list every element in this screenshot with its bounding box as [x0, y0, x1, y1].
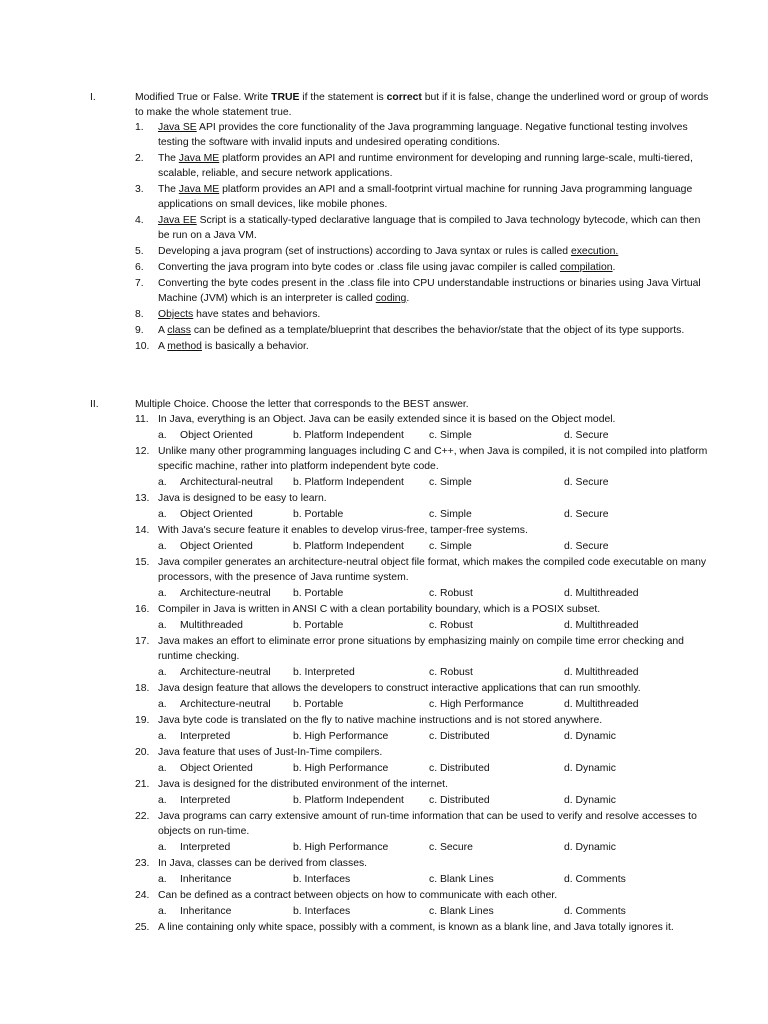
mc-question: [135, 602, 710, 617]
option-letter: a.: [158, 588, 167, 599]
option-letter: a.: [158, 430, 167, 441]
question-text: In Java, classes can be derived from classes.: [158, 858, 368, 869]
answer-option[interactable]: [429, 872, 494, 887]
option-letter: a.: [158, 731, 167, 742]
item-number: 8.: [135, 309, 144, 320]
intro-text: but if it is false, change the underlined word or group of words to make the whole statement true.: [135, 92, 709, 118]
item-text: A: [158, 325, 168, 336]
item-number: 7.: [135, 278, 144, 289]
answer-option[interactable]: [429, 793, 490, 808]
section-2-numeral: II.: [90, 399, 99, 410]
option-text: Interpreted: [180, 842, 231, 853]
item-number: 1.: [135, 122, 144, 133]
answer-option[interactable]: [564, 729, 616, 744]
question-number: 22.: [135, 811, 150, 822]
answer-options: [135, 618, 710, 633]
section-2-instructions: Multiple Choice. Choose the letter that corresponds to the BEST answer.: [135, 399, 469, 410]
option-text: Interpreted: [180, 731, 231, 742]
answer-option[interactable]: [158, 729, 230, 744]
question-text: Java makes an effort to eliminate error prone situations by emphasizing mainly on compile time error checking and runtime checking.: [158, 636, 684, 662]
mc-question: [135, 809, 710, 839]
option-text: b. Portable: [293, 509, 344, 520]
option-text: b. Interfaces: [293, 906, 351, 917]
answer-options: [135, 697, 710, 712]
mc-question: [135, 523, 710, 538]
option-text: d. Secure: [564, 541, 609, 552]
option-text: b. Platform Independent: [293, 430, 404, 441]
answer-options: [135, 840, 710, 855]
option-text: c. Simple: [429, 430, 472, 441]
answer-options: [135, 507, 710, 522]
question-text: Java design feature that allows the developers to construct interactive applications that can run smoothly.: [158, 683, 641, 694]
item-text: The: [158, 184, 179, 195]
answer-option[interactable]: [429, 475, 472, 490]
option-letter: a.: [158, 906, 167, 917]
answer-option[interactable]: [293, 539, 404, 554]
answer-option[interactable]: [564, 840, 616, 855]
question-number: 25.: [135, 922, 150, 933]
option-text: d. Multithreaded: [564, 588, 639, 599]
answer-option[interactable]: [293, 872, 350, 887]
option-letter: a.: [158, 842, 167, 853]
answer-option[interactable]: [293, 475, 404, 490]
question-number: 24.: [135, 890, 150, 901]
question-number: 13.: [135, 493, 150, 504]
answer-option[interactable]: [564, 697, 639, 712]
answer-options: [135, 872, 710, 887]
intro-bold-true: TRUE: [271, 92, 300, 103]
item-number: 4.: [135, 215, 144, 226]
answer-option[interactable]: [429, 618, 473, 633]
option-letter: a.: [158, 874, 167, 885]
answer-option[interactable]: [293, 586, 343, 601]
option-text: d. Secure: [564, 477, 609, 488]
intro-text: Modified True or False. Write: [135, 92, 272, 103]
option-text: Architecture-neutral: [180, 667, 271, 678]
option-text: b. Portable: [293, 620, 344, 631]
option-text: c. Blank Lines: [429, 874, 494, 885]
answer-options: [135, 761, 710, 776]
answer-option[interactable]: [429, 539, 472, 554]
option-text: b. High Performance: [293, 842, 389, 853]
question-text: In Java, everything is an Object. Java can be easily extended since it is based on the Object model.: [158, 414, 616, 425]
mc-question: [135, 888, 710, 903]
option-text: b. Portable: [293, 699, 344, 710]
option-text: Interpreted: [180, 795, 231, 806]
question-number: 11.: [135, 414, 149, 425]
option-text: c. High Performance: [429, 699, 524, 710]
item-number: 2.: [135, 153, 144, 164]
underlined-term: Java SE: [158, 122, 197, 133]
option-text: Inheritance: [180, 874, 232, 885]
answer-option[interactable]: [564, 507, 608, 522]
option-text: b. High Performance: [293, 731, 389, 742]
underlined-term: class: [167, 325, 191, 336]
answer-option[interactable]: [564, 872, 626, 887]
mc-question: [135, 777, 710, 792]
answer-option[interactable]: [564, 475, 608, 490]
question-text: Java programs can carry extensive amount of run-time information that can be used to verify and resolve accesses to objects on run-time.: [158, 811, 697, 837]
item-text: Converting the byte codes present in the .class file into CPU understandable instructions or binaries using Java Virtual Machine (JVM) which is an interpreter is called: [158, 278, 701, 304]
question-text: Java feature that uses of Just-In-Time compilers.: [158, 747, 383, 758]
answer-option[interactable]: [158, 428, 253, 443]
option-text: Inheritance: [180, 906, 232, 917]
answer-option[interactable]: [429, 665, 473, 680]
answer-option[interactable]: [564, 904, 626, 919]
question-text: Java is designed for the distributed environment of the internet.: [158, 779, 448, 790]
mc-question: [135, 856, 710, 871]
question-text: Can be defined as a contract between objects on how to communicate with each other.: [158, 890, 558, 901]
option-text: c. Simple: [429, 477, 472, 488]
item-text: A: [158, 341, 168, 352]
answer-option[interactable]: [293, 665, 355, 680]
answer-option[interactable]: [564, 618, 639, 633]
option-text: d. Multithreaded: [564, 620, 639, 631]
option-text: d. Secure: [564, 430, 609, 441]
answer-option[interactable]: [158, 618, 243, 633]
answer-option[interactable]: [293, 618, 343, 633]
option-text: d. Dynamic: [564, 795, 616, 806]
answer-option[interactable]: [564, 539, 608, 554]
question-number: 16.: [135, 604, 150, 615]
answer-option[interactable]: [429, 697, 524, 712]
section-1: [90, 90, 710, 355]
item-text: The: [158, 153, 179, 164]
answer-option[interactable]: [564, 793, 616, 808]
answer-option[interactable]: [158, 475, 273, 490]
underlined-term: execution.: [570, 246, 619, 257]
item-number: 6.: [135, 262, 144, 273]
item-number: 3.: [135, 184, 144, 195]
tf-item: [135, 323, 710, 338]
item-text: API provides the core functionality of the Java programming language. Negative functional testing involves testing the software with invalid inputs and undesired operating conditions.: [158, 122, 688, 148]
option-text: c. Robust: [429, 667, 473, 678]
mc-question: [135, 920, 710, 935]
mc-question: [135, 713, 710, 728]
item-text: Converting the java program into byte codes or .class file using javac compiler is called: [158, 262, 560, 273]
option-letter: a.: [158, 667, 167, 678]
true-false-list: [135, 120, 710, 354]
option-text: b. Platform Independent: [293, 477, 404, 488]
option-text: c. Blank Lines: [429, 906, 494, 917]
tf-item: [135, 213, 710, 243]
option-text: Object Oriented: [180, 763, 253, 774]
mc-question: [135, 444, 710, 474]
mc-question: [135, 412, 710, 427]
item-number: 10.: [135, 341, 150, 352]
answer-option[interactable]: [158, 872, 231, 887]
option-text: b. Portable: [293, 588, 344, 599]
mc-question: [135, 681, 710, 696]
answer-option[interactable]: [564, 665, 639, 680]
question-text: Java byte code is translated on the fly to native machine instructions and is not stored anywhere.: [158, 715, 603, 726]
option-text: b. Platform Independent: [293, 795, 404, 806]
answer-option[interactable]: [293, 840, 388, 855]
option-text: Architecture-neutral: [180, 588, 271, 599]
item-number: 9.: [135, 325, 144, 336]
option-text: b. High Performance: [293, 763, 389, 774]
underlined-term: coding: [375, 293, 407, 304]
underlined-term: Java ME: [178, 184, 220, 195]
tf-item: [135, 260, 710, 275]
underlined-term: method: [167, 341, 202, 352]
option-letter: a.: [158, 763, 167, 774]
option-letter: a.: [158, 509, 167, 520]
question-number: 14.: [135, 525, 150, 536]
option-text: b. Platform Independent: [293, 541, 404, 552]
answer-option[interactable]: [158, 904, 231, 919]
option-text: d. Comments: [564, 874, 626, 885]
section-2: [90, 397, 710, 936]
underlined-term: Objects: [158, 309, 194, 320]
option-text: b. Interpreted: [293, 667, 355, 678]
option-text: d. Multithreaded: [564, 699, 639, 710]
answer-option[interactable]: [293, 507, 343, 522]
option-text: Architectural-neutral: [180, 477, 273, 488]
option-letter: a.: [158, 620, 167, 631]
answer-option[interactable]: [293, 761, 388, 776]
tf-item: [135, 307, 710, 322]
answer-option[interactable]: [564, 761, 616, 776]
answer-option[interactable]: [429, 904, 494, 919]
question-text: With Java's secure feature it enables to develop virus-free, tamper-free systems.: [158, 525, 528, 536]
item-text: Developing a java program (set of instructions) according to Java syntax or rules is called: [158, 246, 571, 257]
question-number: 23.: [135, 858, 150, 869]
answer-options: [135, 793, 710, 808]
answer-option[interactable]: [293, 729, 388, 744]
answer-options: [135, 475, 710, 490]
answer-option[interactable]: [158, 665, 271, 680]
tf-item: [135, 182, 710, 212]
mc-question: [135, 634, 710, 664]
question-number: 17.: [135, 636, 150, 647]
section-1-numeral: I.: [90, 92, 96, 103]
answer-option[interactable]: [429, 840, 473, 855]
answer-option[interactable]: [158, 793, 230, 808]
underlined-term: Java ME: [178, 153, 220, 164]
question-number: 18.: [135, 683, 150, 694]
option-text: c. Secure: [429, 842, 473, 853]
tf-item: [135, 276, 710, 306]
question-text: Java compiler generates an architecture-neutral object file format, which makes the compiled code executable on many processors, with the presence of Java runtime system.: [158, 557, 707, 583]
option-text: d. Dynamic: [564, 842, 616, 853]
option-text: Multithreaded: [180, 620, 243, 631]
answer-options: [135, 904, 710, 919]
question-text: Compiler in Java is written in ANSI C with a clean portability boundary, which is a POSIX subset.: [158, 604, 601, 615]
answer-options: [135, 539, 710, 554]
tf-item: [135, 339, 710, 354]
answer-options: [135, 586, 710, 601]
answer-options: [135, 428, 710, 443]
answer-option[interactable]: [293, 904, 350, 919]
answer-option[interactable]: [429, 586, 473, 601]
answer-option[interactable]: [429, 428, 472, 443]
question-number: 15.: [135, 557, 150, 568]
answer-option[interactable]: [158, 586, 271, 601]
answer-options: [135, 665, 710, 680]
section-1-instructions: [135, 90, 710, 120]
intro-bold-correct: correct: [386, 92, 422, 103]
option-text: d. Dynamic: [564, 763, 616, 774]
option-text: c. Simple: [429, 509, 472, 520]
answer-option[interactable]: [429, 729, 490, 744]
option-text: Object Oriented: [180, 509, 253, 520]
question-text: A line containing only white space, possibly with a comment, is known as a blank line, and Java totally ignores it.: [158, 922, 674, 933]
tf-item: [135, 244, 710, 259]
option-text: Architecture-neutral: [180, 699, 271, 710]
option-text: Object Oriented: [180, 541, 253, 552]
option-letter: a.: [158, 477, 167, 488]
item-text: .: [612, 262, 616, 273]
option-text: d. Comments: [564, 906, 626, 917]
underlined-term: compilation: [559, 262, 613, 273]
answer-option[interactable]: [564, 428, 608, 443]
option-text: c. Simple: [429, 541, 472, 552]
item-text: platform provides an API and a small-footprint virtual machine for running Java programming language applications on small devices, like mobile phones.: [158, 184, 693, 210]
answer-option[interactable]: [158, 539, 253, 554]
option-text: d. Secure: [564, 509, 609, 520]
answer-option[interactable]: [293, 793, 404, 808]
option-text: Object Oriented: [180, 430, 253, 441]
option-text: c. Distributed: [429, 731, 490, 742]
underlined-term: Java EE: [158, 215, 197, 226]
option-text: c. Robust: [429, 588, 473, 599]
item-text: .: [406, 293, 410, 304]
answer-option[interactable]: [158, 697, 271, 712]
mc-question: [135, 491, 710, 506]
item-text: is basically a behavior.: [201, 341, 309, 352]
option-letter: a.: [158, 699, 167, 710]
answer-option[interactable]: [429, 761, 490, 776]
intro-text: if the statement is: [299, 92, 387, 103]
option-text: c. Distributed: [429, 795, 490, 806]
option-text: c. Distributed: [429, 763, 490, 774]
answer-option[interactable]: [429, 507, 472, 522]
item-text: have states and behaviors.: [193, 309, 321, 320]
question-number: 12.: [135, 446, 150, 457]
tf-item: [135, 151, 710, 181]
item-number: 5.: [135, 246, 144, 257]
item-text: can be defined as a template/blueprint that describes the behavior/state that the object of its type supports.: [190, 325, 685, 336]
question-number: 20.: [135, 747, 150, 758]
option-text: d. Multithreaded: [564, 667, 639, 678]
answer-option[interactable]: [293, 697, 343, 712]
tf-item: [135, 120, 710, 150]
question-text: Unlike many other programming languages including C and C++, when Java is compiled, it is not compiled into platform specific machine, rather into platform independent byte code.: [158, 446, 708, 472]
question-number: 19.: [135, 715, 150, 726]
question-number: 21.: [135, 779, 150, 790]
option-letter: a.: [158, 795, 167, 806]
item-text: platform provides an API and runtime environment for developing and running large-scale, multi-tiered, scalable, reliable, and secure network applications.: [158, 153, 693, 179]
multiple-choice-list: [135, 412, 710, 935]
answer-option[interactable]: [158, 761, 253, 776]
option-letter: a.: [158, 541, 167, 552]
option-text: d. Dynamic: [564, 731, 616, 742]
option-text: b. Interfaces: [293, 874, 351, 885]
mc-question: [135, 555, 710, 585]
answer-option[interactable]: [158, 507, 253, 522]
answer-option[interactable]: [158, 840, 230, 855]
answer-options: [135, 729, 710, 744]
answer-option[interactable]: [293, 428, 404, 443]
mc-question: [135, 745, 710, 760]
item-text: Script is a statically-typed declarative language that is compiled to Java technology bytecode, which can then be run on a Java VM.: [158, 215, 701, 241]
question-text: Java is designed to be easy to learn.: [158, 493, 327, 504]
answer-option[interactable]: [564, 586, 639, 601]
option-text: c. Robust: [429, 620, 473, 631]
